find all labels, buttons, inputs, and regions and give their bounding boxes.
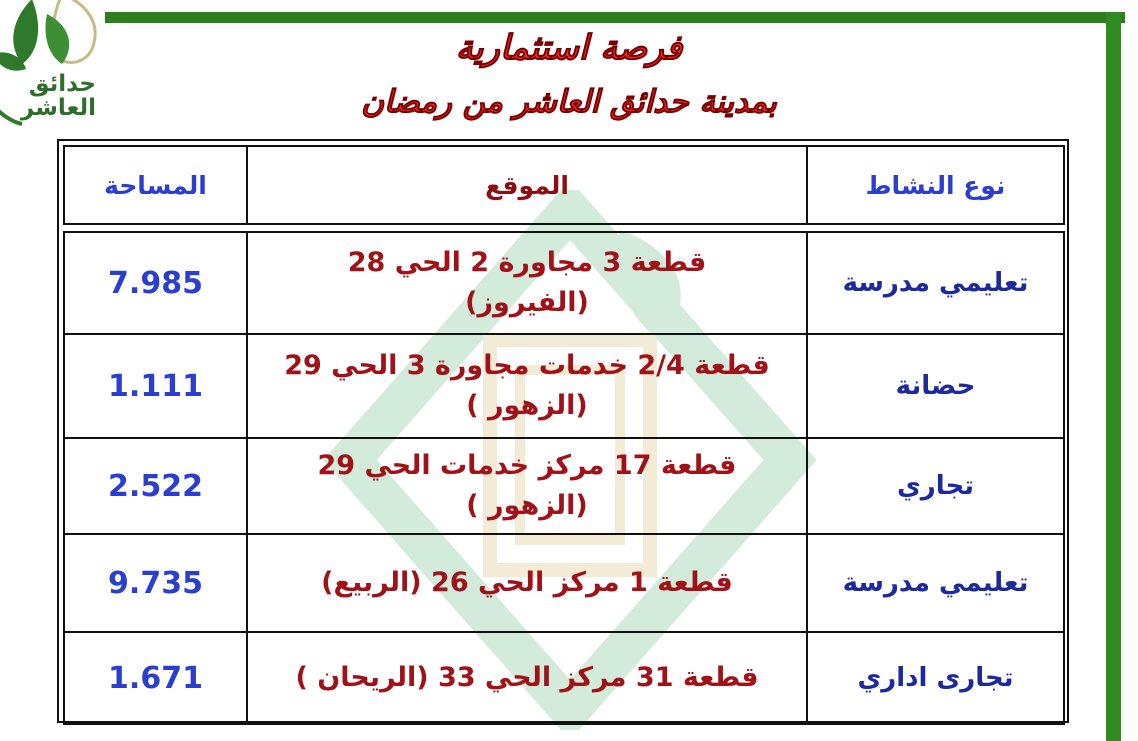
table-row (64, 438, 1064, 534)
page-title: فرصة استثمارية (455, 28, 683, 68)
cell-location (247, 334, 807, 438)
location-district: (الزهور ) (466, 490, 588, 521)
location-line: قطعة 1 مركز الحي 26 (الربيع) (321, 567, 733, 598)
frame-right-border (1106, 12, 1121, 741)
data-table (63, 145, 1065, 725)
cell-activity: تعليمي مدرسة (807, 534, 1064, 632)
location-line: قطعة 2/4 خدمات مجاورة 3 الحي 29 (284, 350, 770, 381)
table-row (64, 534, 1064, 632)
cell-location (247, 534, 807, 632)
table-row (64, 232, 1064, 334)
cell-location (247, 632, 807, 724)
header-area: المساحة (64, 146, 247, 224)
cell-area: 1.671 (64, 632, 247, 724)
cell-location (247, 438, 807, 534)
cell-activity: تعليمي مدرسة (807, 232, 1064, 334)
cell-area: 9.735 (64, 534, 247, 632)
location-line: قطعة 31 مركز الحي 33 (الريحان ) (295, 662, 759, 693)
cell-area: 1.111 (64, 334, 247, 438)
logo (0, 0, 112, 144)
location-line: قطعة 17 مركز خدمات الحي 29 (317, 450, 737, 481)
table-header-row (64, 146, 1064, 224)
location-district: (الفيروز) (465, 287, 589, 318)
table-row (64, 334, 1064, 438)
location-line: قطعة 3 مجاورة 2 الحي 28 (347, 247, 707, 278)
cell-activity: تجارى اداري (807, 632, 1064, 724)
cell-activity: حضانة (807, 334, 1064, 438)
table-spacer (64, 224, 1064, 232)
cell-activity: تجاري (807, 438, 1064, 534)
logo-text-line2: العاشر (20, 95, 96, 121)
logo-text-line1: حدائق (28, 71, 96, 97)
cell-area: 7.985 (64, 232, 247, 334)
page-subtitle: بمدينة حدائق العاشر من رمضان (361, 84, 777, 120)
frame-top-border (105, 12, 1125, 23)
location-district: (الزهور ) (466, 390, 588, 421)
header-location: الموقع (247, 146, 807, 224)
cell-area: 2.522 (64, 438, 247, 534)
table-row (64, 632, 1064, 724)
cell-location (247, 232, 807, 334)
investment-table (57, 139, 1069, 723)
header-activity: نوع النشاط (807, 146, 1064, 224)
